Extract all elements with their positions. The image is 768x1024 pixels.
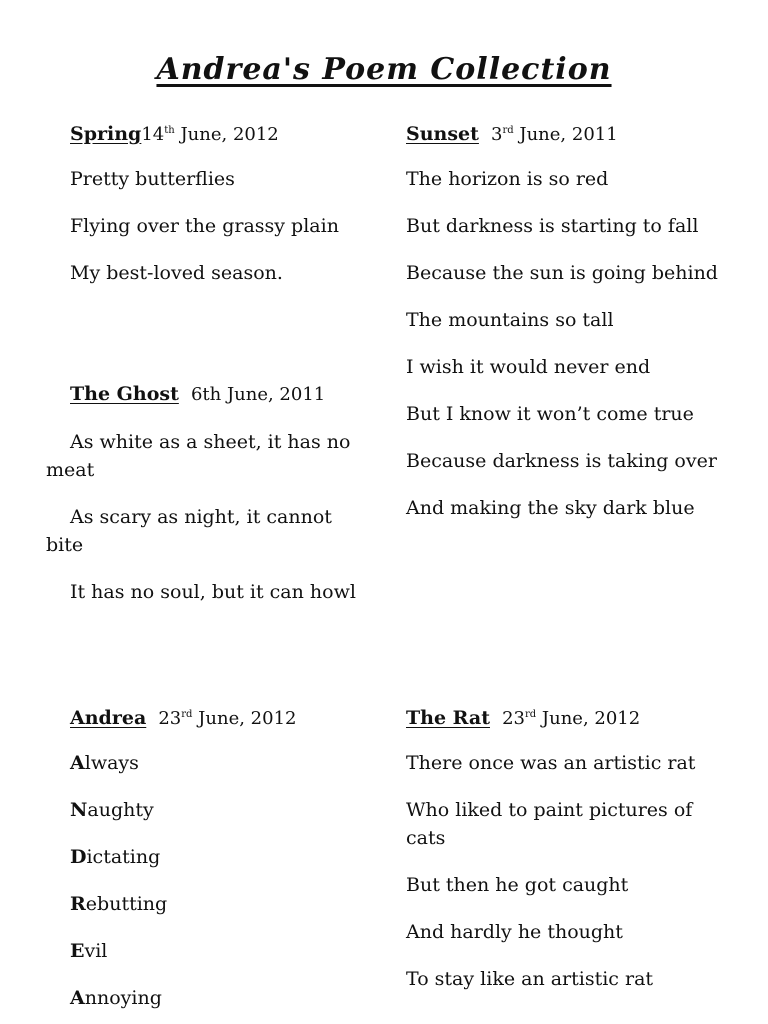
poem-line: But then he got caught: [406, 874, 629, 896]
poem-line: The mountains so tall: [406, 309, 614, 331]
poem-header: [46, 700, 366, 730]
poem-spring: [46, 116, 366, 287]
poem-line: As scary as night, it cannot bite: [46, 506, 332, 556]
poem-line: And hardly he thought: [406, 921, 623, 943]
poem-date: 3rd June, 2011: [491, 124, 618, 145]
poem-date: 14th June, 2012: [141, 124, 279, 145]
acrostic-initial: A: [70, 987, 85, 1009]
poem-line: But darkness is starting to fall: [406, 215, 699, 237]
poem-line: I wish it would never end: [406, 356, 651, 378]
acrostic-initial: D: [70, 846, 87, 868]
acrostic-line: Always: [70, 752, 139, 774]
page-title: Andrea's Poem Collection: [156, 52, 612, 87]
poem-ghost: [46, 379, 366, 606]
acrostic-line: Rebutting: [70, 893, 168, 915]
poem-date: 23rd June, 2012: [502, 708, 641, 729]
poem-line: My best-loved season.: [70, 262, 283, 284]
poem-title: Sunset: [406, 123, 479, 145]
poem-header: [46, 379, 366, 409]
acrostic-line: Annoying: [70, 987, 162, 1009]
poem-line: Who liked to paint pictures of cats: [406, 799, 693, 849]
poem-header: [406, 700, 736, 730]
poem-header: [406, 116, 736, 146]
poem-line: To stay like an artistic rat: [406, 968, 654, 990]
acrostic-initial: N: [70, 799, 88, 821]
poem-date: 23rd June, 2012: [158, 708, 297, 729]
poem-title: Andrea: [70, 707, 147, 729]
poem-sunset: [406, 116, 736, 522]
poem-line: Because the sun is going behind: [406, 262, 718, 284]
poem-line: Flying over the grassy plain: [70, 215, 339, 237]
acrostic-line: Naughty: [70, 799, 154, 821]
poem-title: The Rat: [406, 707, 490, 729]
acrostic-initial: A: [70, 752, 85, 774]
poem-rat: [406, 700, 736, 993]
poem-line: Pretty butterflies: [70, 168, 235, 190]
poem-line: And making the sky dark blue: [406, 497, 695, 519]
poem-andrea: [46, 700, 366, 1012]
poem-header: [46, 116, 366, 146]
acrostic-initial: R: [70, 893, 86, 915]
poem-line: It has no soul, but it can howl: [70, 581, 356, 603]
poem-line: The horizon is so red: [406, 168, 609, 190]
poem-date: 6th June, 2011: [190, 384, 326, 405]
poem-line: But I know it won’t come true: [406, 403, 694, 425]
poem-line: Because darkness is taking over: [406, 450, 717, 472]
poem-title: Spring: [70, 123, 142, 145]
acrostic-line: Evil: [70, 940, 108, 962]
poem-line: There once was an artistic rat: [406, 752, 696, 774]
acrostic-line: Dictating: [70, 846, 161, 868]
poem-title: The Ghost: [70, 383, 179, 405]
acrostic-initial: E: [70, 940, 85, 962]
poem-line: As white as a sheet, it has no meat: [46, 431, 351, 481]
